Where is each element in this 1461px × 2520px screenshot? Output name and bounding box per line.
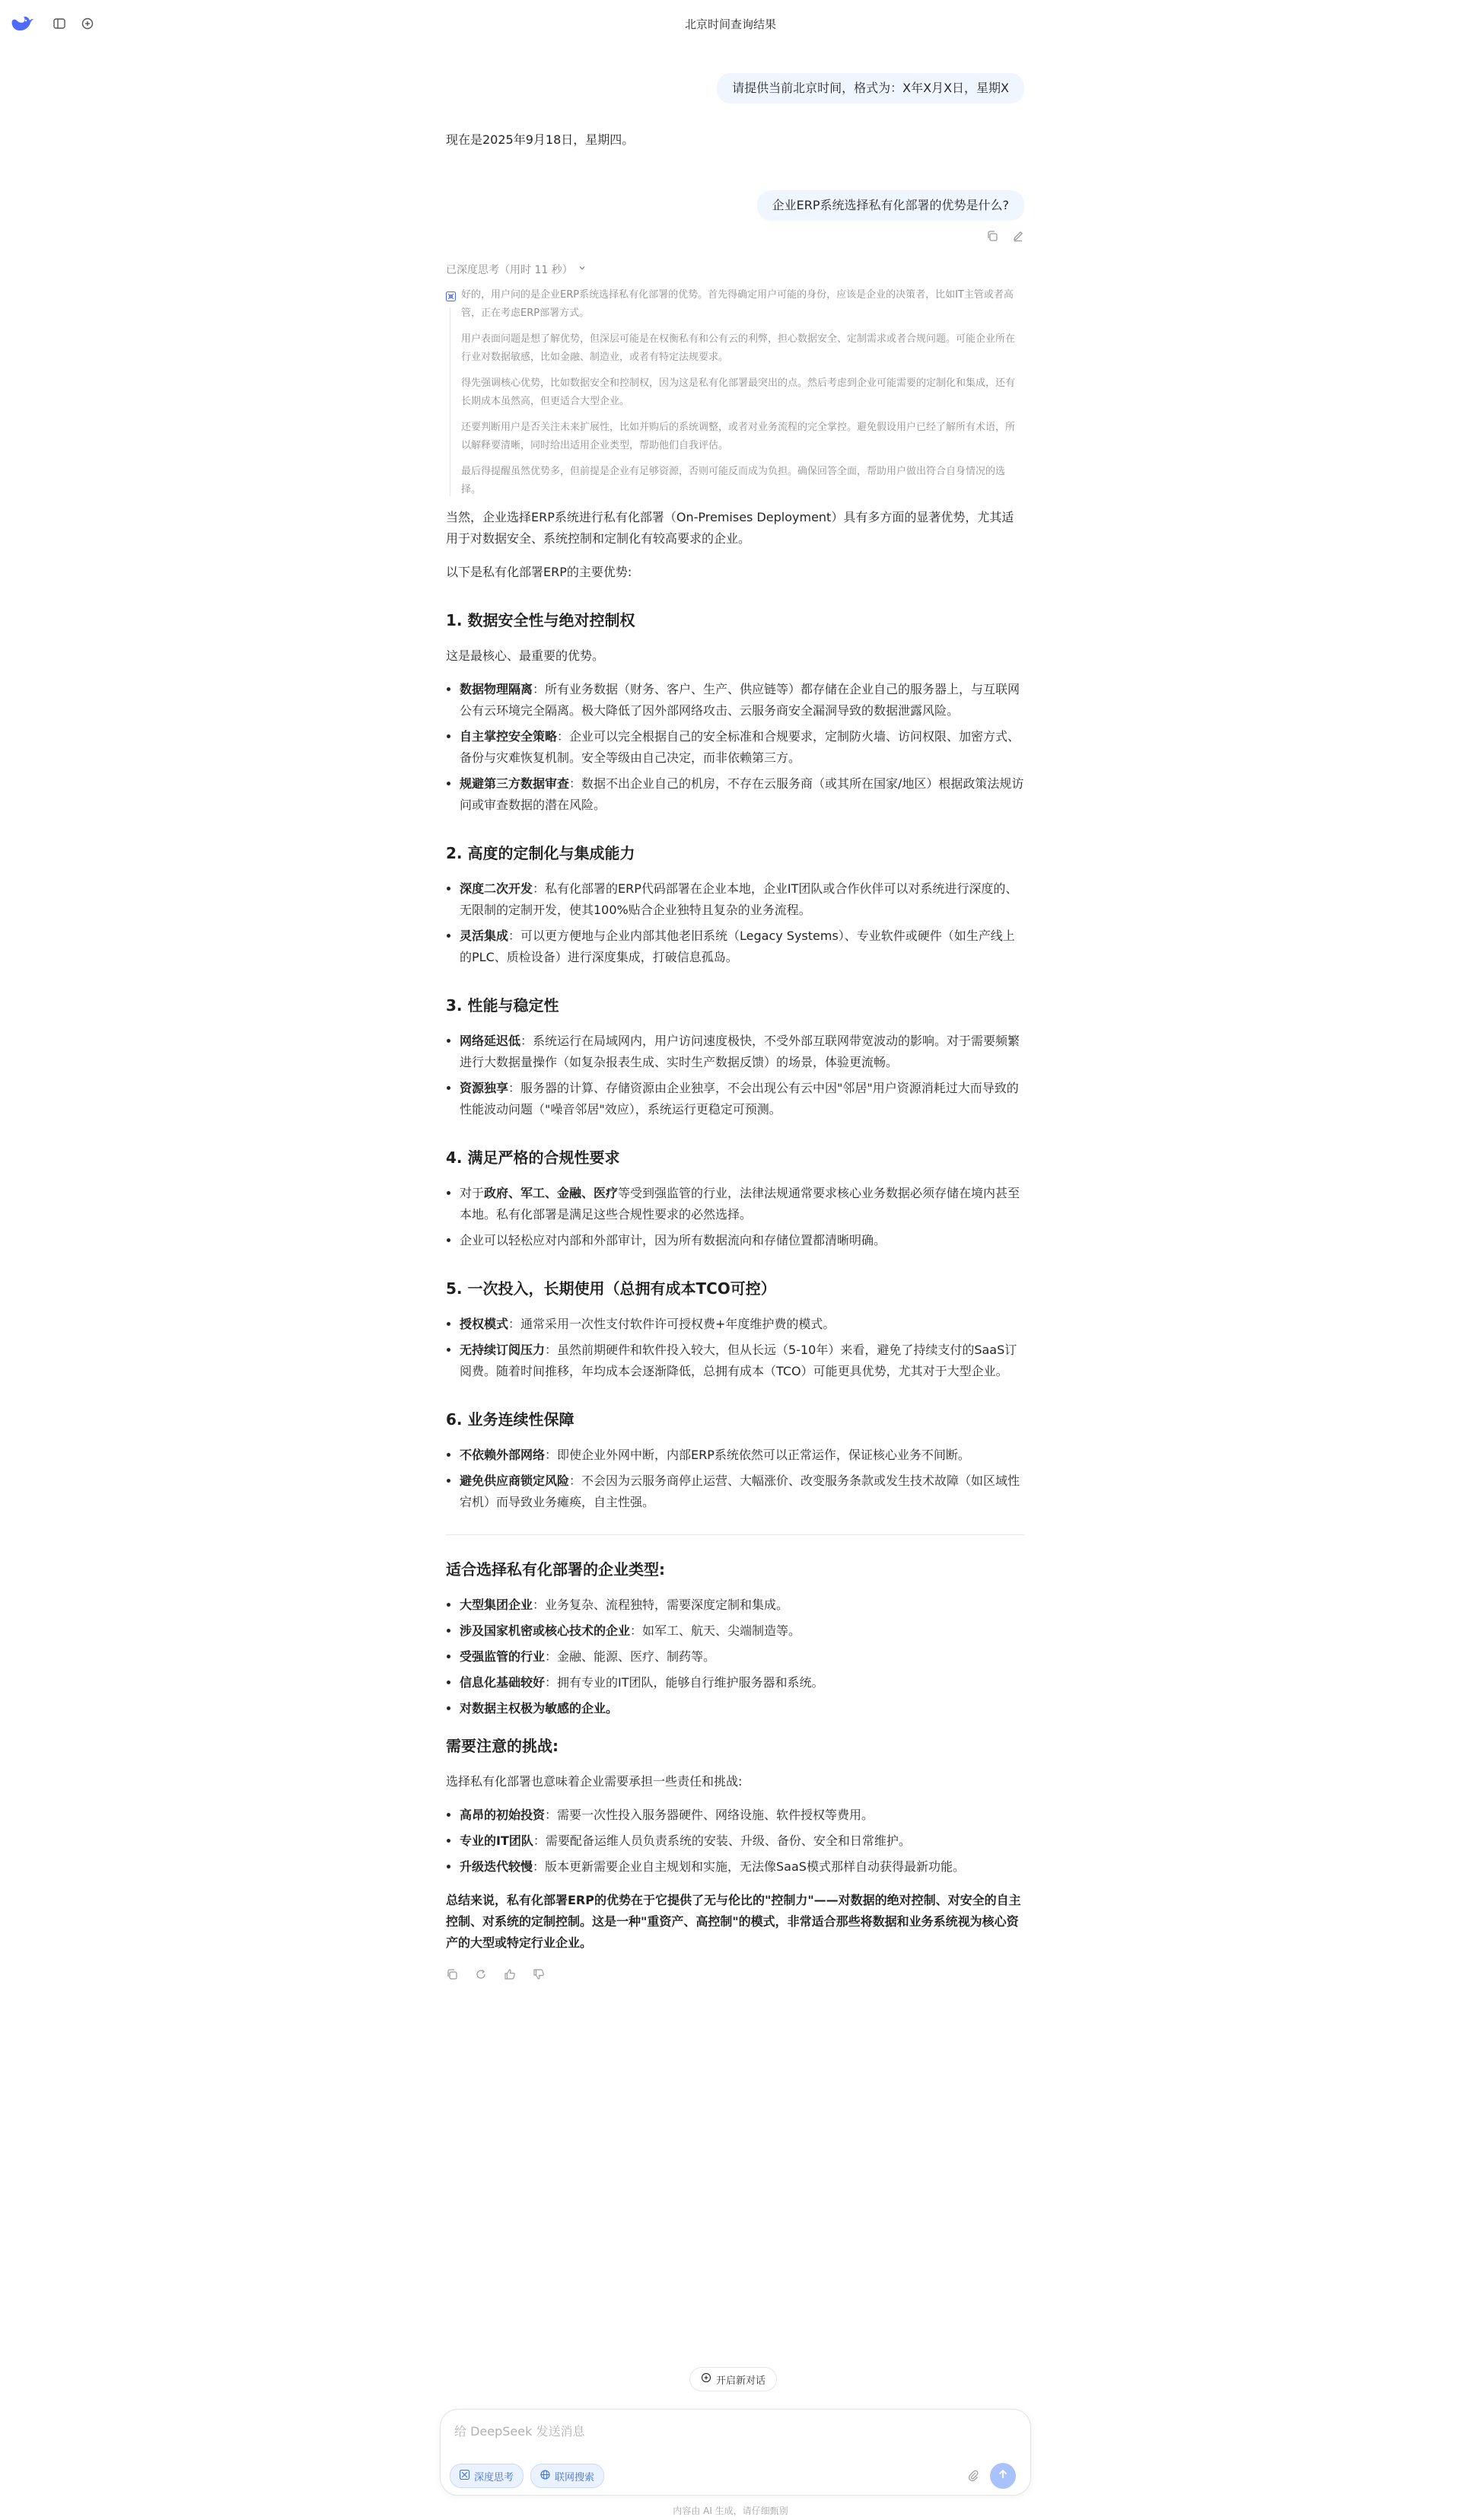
section-lead: 这是最核心、最重要的优势。	[446, 648, 605, 663]
deep-think-icon	[446, 290, 456, 300]
list-item: • 升级迭代较慢：版本更新需要企业自主规划和实施，无法像SaaS模式那样自动获得最新功能。	[460, 1856, 1024, 1878]
copy-icon[interactable]	[986, 230, 998, 242]
thumbs-down-icon[interactable]	[533, 1966, 545, 1978]
list-item: • 深度二次开发：私有化部署的ERP代码部署在企业本地，企业IT团队或合作伙伴可以对系统进行深度的、无限制的定制开发，使其100%贴合企业独特且复杂的业务流程。	[460, 878, 1024, 921]
answer-actions	[446, 1966, 1024, 1978]
list-item: • 不依赖外部网络：即使企业外网中断，内部ERP系统依然可以正常运作，保证核心业务不间断。	[460, 1445, 1024, 1466]
answer-intro: 以下是私有化部署ERP的主要优势:	[446, 565, 632, 579]
section-heading: 3. 性能与稳定性	[446, 996, 559, 1015]
list-item: • 企业可以轻松应对内部和外部审计，因为所有数据流向和存储位置都清晰明确。	[460, 1230, 1024, 1251]
section-list	[446, 1805, 1024, 1878]
attachment-icon[interactable]	[967, 2468, 979, 2485]
section-lead: 选择私有化部署也意味着企业需要承担一些责任和挑战:	[446, 1774, 743, 1789]
summary-text: 总结来说，私有化部署ERP的优势在于它提供了无与伦比的"控制力"——对数据的绝对控制、对安全的自主控制、对系统的定制控制。这是一种"重资产、高控制"的模式，非常适合那些将数据和业务系统视为核心资产的大型或特定行业企业。	[446, 1893, 1021, 1950]
deep-think-icon	[460, 2470, 469, 2483]
thinking-content	[446, 286, 1024, 499]
ai-disclaimer: 内容由 AI 生成，请仔细甄别	[673, 2506, 788, 2516]
list-item: • 信息化基础较好：拥有专业的IT团队，能够自行维护服务器和系统。	[460, 1672, 1024, 1693]
deep-think-button[interactable]	[450, 2464, 524, 2488]
user-message	[446, 190, 1024, 221]
edit-icon[interactable]	[1012, 230, 1024, 242]
thinking-paragraph: 还要判断用户是否关注未来扩展性，比如并购后的系统调整，或者对业务流程的完全掌控。避免假设用户已经了解所有术语，所以解释要清晰，同时给出适用企业类型，帮助他们自我评估。	[461, 422, 1016, 451]
section-list	[446, 1595, 1024, 1719]
user-message-bubble: 请提供当前北京时间，格式为：X年X月X日，星期X	[717, 73, 1024, 104]
message-input[interactable]	[453, 2420, 1019, 2454]
section-heading: 4. 满足严格的合规性要求	[446, 1148, 620, 1167]
list-item: • 自主掌控安全策略：企业可以完全根据自己的安全标准和合规要求，定制防火墙、访问权限、加密方式、备份与灾难恢复机制。安全等级由自己决定，而非依赖第三方。	[460, 726, 1024, 769]
page-title: 北京时间查询结果	[684, 18, 776, 31]
new-chat-button[interactable]	[689, 2367, 777, 2391]
section-list	[446, 679, 1024, 816]
section-list	[446, 1445, 1024, 1513]
thinking-paragraph: 最后得提醒虽然优势多，但前提是企业有足够资源，否则可能反而成为负担。确保回答全面，帮助用户做出符合自身情况的选择。	[461, 466, 1006, 495]
section-list	[446, 1314, 1024, 1382]
list-item: • 大型集团企业：业务复杂、流程独特，需要深度定制和集成。	[460, 1595, 1024, 1616]
thinking-paragraph: 用户表面问题是想了解优势，但深层可能是在权衡私有和公有云的利弊，担心数据安全、定制需求或者合规问题。可能企业所在行业对数据敏感，比如金融、制造业，或者有特定法规要求。	[461, 333, 1016, 363]
list-item: • 高昂的初始投资：需要一次性投入服务器硬件、网络设施、软件授权等费用。	[460, 1805, 1024, 1826]
thinking-paragraph: 得先强调核心优势，比如数据安全和控制权，因为这是私有化部署最突出的点。然后考虑到企业可能需要的定制化和集成，还有长期成本虽然高，但更适合大型企业。	[461, 378, 1016, 407]
thinking-paragraph: 好的，用户问的是企业ERP系统选择私有化部署的优势。首先得确定用户可能的身份，应该是企业的决策者，比如IT主管或者高管，正在考虑ERP部署方式。	[461, 289, 1014, 319]
chevron-down-icon	[578, 263, 587, 276]
section-heading: 适合选择私有化部署的企业类型:	[446, 1560, 665, 1579]
deep-think-label: 已深度思考（用时 11 秒）	[446, 264, 573, 276]
user-message-actions	[446, 230, 1024, 242]
answer-text: 现在是2025年9月18日，星期四。	[446, 132, 635, 147]
list-item: • 受强监管的行业：金融、能源、医疗、制药等。	[460, 1646, 1024, 1668]
list-item: • 涉及国家机密或核心技术的企业：如军工、航天、尖端制造等。	[460, 1620, 1024, 1642]
list-item: • 网络延迟低：系统运行在局域网内，用户访问速度极快，不受外部互联网带宽波动的影响。对于需要频繁进行大数据量操作（如复杂报表生成、实时生产数据反馈）的场景，体验更流畅。	[460, 1031, 1024, 1073]
user-message-bubble: 企业ERP系统选择私有化部署的优势是什么?	[757, 190, 1024, 221]
regenerate-icon[interactable]	[475, 1966, 487, 1978]
section-heading: 6. 业务连续性保障	[446, 1410, 575, 1429]
send-button[interactable]	[990, 2463, 1016, 2489]
section-list	[446, 878, 1024, 968]
list-item: • 避免供应商锁定风险：不会因为云服务商停止运营、大幅涨价、改变服务条款或发生技术故障（如区域性宕机）而导致业务瘫痪，自主性强。	[460, 1470, 1024, 1513]
user-message	[446, 73, 1024, 104]
arrow-up-icon	[997, 2468, 1009, 2483]
web-search-label: 联网搜索	[555, 2471, 595, 2483]
list-item: • 无持续订阅压力：虽然前期硬件和软件投入较大，但从长远（5-10年）来看，避免了持续支付的SaaS订阅费。随着时间推移，年均成本会逐渐降低，总拥有成本（TCO）可能更具优势，尤其对于大型企业。	[460, 1340, 1024, 1382]
section-heading: 1. 数据安全性与绝对控制权	[446, 611, 635, 629]
deep-think-toggle[interactable]	[446, 262, 1024, 277]
list-item: • 专业的IT团队：需要配备运维人员负责系统的安装、升级、备份、安全和日常维护。	[460, 1830, 1024, 1852]
section-heading: 5. 一次投入，长期使用（总拥有成本TCO可控）	[446, 1279, 776, 1298]
section-heading: 2. 高度的定制化与集成能力	[446, 844, 635, 862]
assistant-message	[446, 507, 1024, 1978]
list-item: • 数据物理隔离：所有业务数据（财务、客户、生产、供应链等）都存储在企业自己的服务器上，与互联网公有云环境完全隔离。极大降低了因外部网络攻击、云服务商安全漏洞导致的数据泄露风险。	[460, 679, 1024, 722]
thumbs-up-icon[interactable]	[504, 1966, 516, 1978]
list-item: • 规避第三方数据审查：数据不出企业自己的机房，不存在云服务商（或其所在国家/地区）根据政策法规访问或审查数据的潜在风险。	[460, 773, 1024, 816]
message-composer	[440, 2409, 1031, 2496]
web-search-button[interactable]	[530, 2464, 604, 2488]
section-heading: 需要注意的挑战:	[446, 1737, 559, 1755]
list-item: • 资源独享：服务器的计算、存储资源由企业独享，不会出现公有云中因"邻居"用户资源消耗过大而导致的性能波动问题（"噪音邻居"效应），系统运行更稳定可预测。	[460, 1078, 1024, 1120]
conversation	[446, 73, 1024, 1978]
new-chat-label: 开启新对话	[716, 2375, 766, 2387]
copy-icon[interactable]	[446, 1966, 458, 1978]
list-item: • 灵活集成：可以更方便地与企业内部其他老旧系统（Legacy Systems）、专业软件或硬件（如生产线上的PLC、质检设备）进行深度集成，打破信息孤岛。	[460, 925, 1024, 968]
section-list	[446, 1183, 1024, 1251]
assistant-message	[446, 129, 1024, 151]
list-item: • 授权模式：通常采用一次性支付软件许可授权费+年度维护费的模式。	[460, 1314, 1024, 1335]
new-chat-icon	[701, 2372, 711, 2386]
list-item: • 对数据主权极为敏感的企业。	[460, 1698, 1024, 1719]
deep-think-label: 深度思考	[474, 2471, 514, 2483]
section-list	[446, 1031, 1024, 1120]
answer-intro: 当然，企业选择ERP系统进行私有化部署（On-Premises Deployment）具有多方面的显著优势，尤其适用于对数据安全、系统控制和定制化有较高要求的企业。	[446, 510, 1014, 546]
top-bar	[0, 0, 1461, 47]
list-item: • 对于政府、军工、金融、医疗等受到强监管的行业，法律法规通常要求核心业务数据必须存储在境内甚至本地。私有化部署是满足这些合规性要求的必然选择。	[460, 1183, 1024, 1225]
divider	[446, 1534, 1024, 1535]
globe-icon	[540, 2470, 550, 2483]
